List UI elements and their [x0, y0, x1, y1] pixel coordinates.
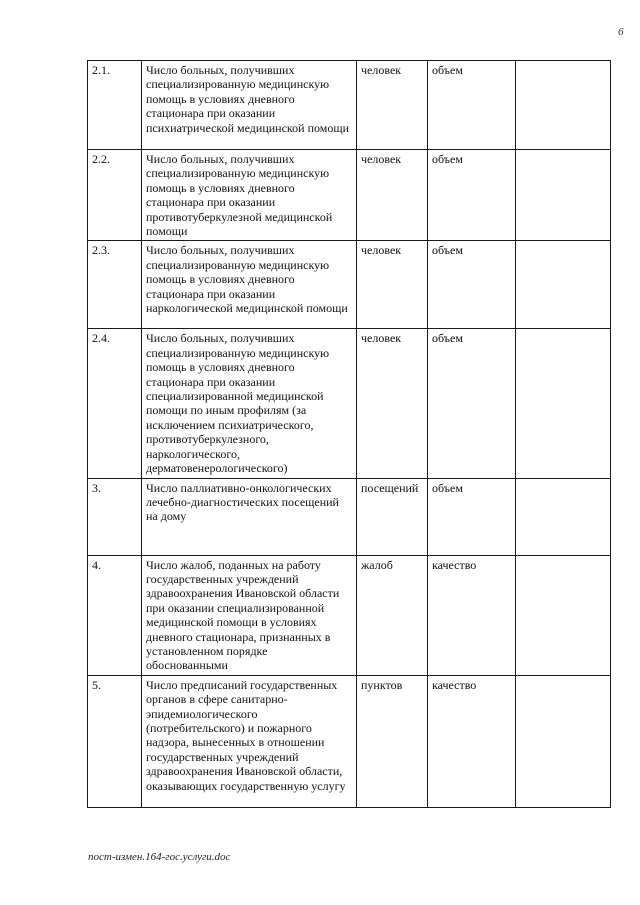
indicator-type: объем [428, 61, 516, 150]
unit-cell: посещений [357, 478, 428, 555]
table-row [88, 150, 611, 241]
indicator-type: качество [428, 555, 516, 675]
table-row [88, 675, 611, 807]
value-cell [516, 61, 611, 150]
indicator-name: Число больных, получивших специализированную медицинскую помощь в условиях дневного стационара при оказании специализированной медицинской помощи по иным профилям (за исключением психиатрического, противотуберкулезного, наркологического, дерматовенерологического) [142, 329, 357, 478]
row-number: 5. [88, 675, 142, 807]
table-row [88, 329, 611, 478]
value-cell [516, 329, 611, 478]
value-cell [516, 675, 611, 807]
indicator-name: Число паллиативно-онкологических лечебно-диагностических посещений на дому [142, 478, 357, 555]
unit-cell: человек [357, 61, 428, 150]
unit-cell: человек [357, 329, 428, 478]
value-cell [516, 150, 611, 241]
table-row [88, 61, 611, 150]
indicator-type: объем [428, 329, 516, 478]
table-row [88, 241, 611, 329]
row-number: 2.1. [88, 61, 142, 150]
page-corner-mark: 6 [618, 26, 624, 38]
unit-cell: жалоб [357, 555, 428, 675]
indicator-name: Число больных, получивших специализированную медицинскую помощь в условиях дневного стационара при оказании противотуберкулезной медицинской помощи [142, 150, 357, 241]
indicator-type: объем [428, 241, 516, 329]
table-row [88, 555, 611, 675]
value-cell [516, 241, 611, 329]
row-number: 2.4. [88, 329, 142, 478]
indicator-name: Число предписаний государственных органов в сфере санитарно-эпидемиологического (потребительского) и пожарного надзора, вынесенных в отношении государственных учреждений здравоохранения Ивановской области, оказывающих государственную услугу [142, 675, 357, 807]
indicator-type: объем [428, 150, 516, 241]
row-number: 3. [88, 478, 142, 555]
value-cell [516, 555, 611, 675]
indicator-name: Число жалоб, поданных на работу государственных учреждений здравоохранения Ивановской области при оказании специализированной медицинской помощи в условиях дневного стационара, признанных в установленном порядке обоснованными [142, 555, 357, 675]
row-number: 2.3. [88, 241, 142, 329]
indicator-name: Число больных, получивших специализированную медицинскую помощь в условиях дневного стационара при оказании психиатрической медицинской помощи [142, 61, 357, 150]
row-number: 4. [88, 555, 142, 675]
unit-cell: человек [357, 241, 428, 329]
footer-filename: пост-измен.164-гос.услуги.doc [88, 851, 231, 863]
indicators-table [87, 60, 611, 808]
row-number: 2.2. [88, 150, 142, 241]
value-cell [516, 478, 611, 555]
indicator-name: Число больных, получивших специализированную медицинскую помощь в условиях дневного стационара при оказании наркологической медицинской помощи [142, 241, 357, 329]
unit-cell: пунктов [357, 675, 428, 807]
indicator-type: качество [428, 675, 516, 807]
table-row [88, 478, 611, 555]
indicator-type: объем [428, 478, 516, 555]
unit-cell: человек [357, 150, 428, 241]
